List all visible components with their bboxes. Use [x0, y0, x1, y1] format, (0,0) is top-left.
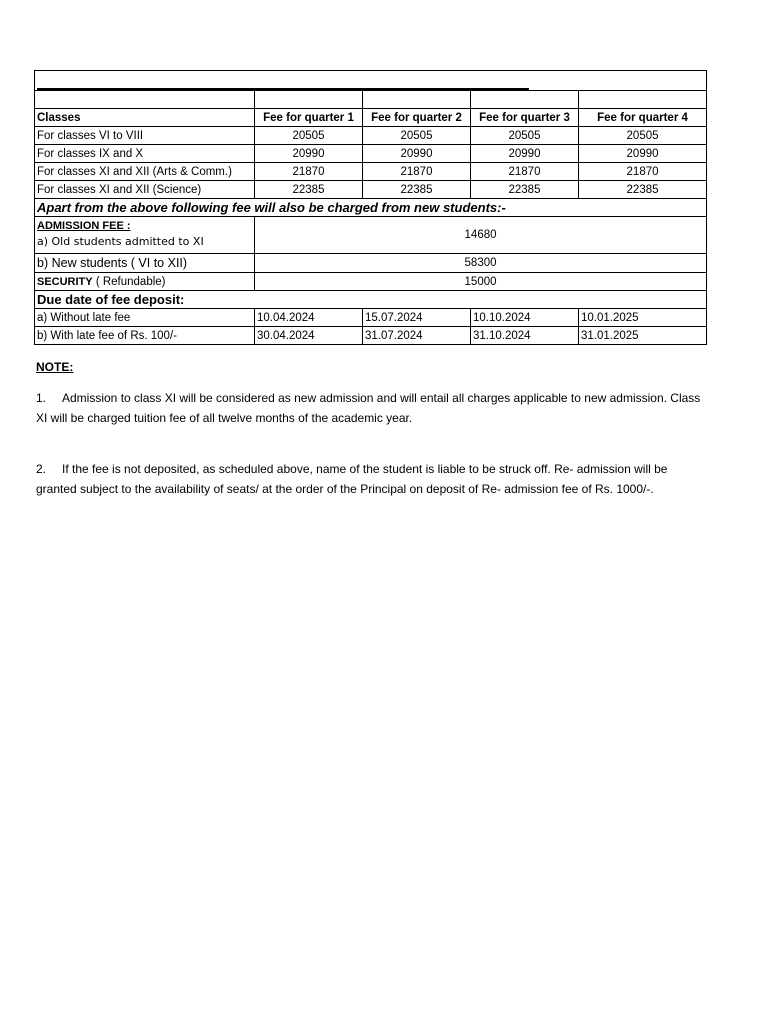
due-q3: 31.10.2024 [471, 327, 579, 345]
note-2-number: 2. [36, 462, 47, 476]
fee-q4: 20505 [579, 127, 707, 145]
fee-q3: 20505 [471, 127, 579, 145]
fee-table [34, 70, 707, 345]
header-q4: Fee for quarter 4 [579, 109, 707, 127]
fee-row [35, 145, 707, 163]
admission-fee-row [35, 217, 707, 254]
fee-q3: 22385 [471, 181, 579, 199]
header-row [35, 109, 707, 127]
fee-row [35, 127, 707, 145]
new-students-label: b) New students ( VI to XII) [35, 254, 255, 273]
fee-q1: 20505 [255, 127, 363, 145]
note-1-text: Admission to class XI will be considered as new admission and will entail all charges applicable to new admission. Class XI will be charged tuition fee of all twelve months of the academic year. [36, 391, 701, 425]
due-row [35, 309, 707, 327]
fee-q3: 20990 [471, 145, 579, 163]
note-1-number: 1. [36, 391, 47, 405]
header-q1: Fee for quarter 1 [255, 109, 363, 127]
fee-row-label: For classes VI to VIII [35, 127, 255, 145]
due-row-label: b) With late fee of Rs. 100/- [35, 327, 255, 345]
title-row [35, 71, 707, 91]
fee-row [35, 181, 707, 199]
due-q3: 10.10.2024 [471, 309, 579, 327]
apart-note: Apart from the above following fee will also be charged from new students:- [35, 199, 707, 217]
fee-q3: 21870 [471, 163, 579, 181]
apart-note-row [35, 199, 707, 217]
due-q2: 31.07.2024 [363, 327, 471, 345]
fee-row-label: For classes IX and X [35, 145, 255, 163]
fee-q1: 20990 [255, 145, 363, 163]
note-paragraph-2 [36, 459, 706, 499]
security-note: ( Refundable) [92, 275, 166, 288]
header-q3: Fee for quarter 3 [471, 109, 579, 127]
due-q4: 10.01.2025 [579, 309, 707, 327]
fee-row [35, 163, 707, 181]
due-date-title-row [35, 291, 707, 309]
old-students-label: a) Old students admitted to XI [37, 235, 204, 248]
fee-row-label: For classes XI and XII (Science) [35, 181, 255, 199]
old-students-fee: 14680 [255, 217, 707, 254]
blank-row [35, 91, 707, 109]
due-q1: 10.04.2024 [255, 309, 363, 327]
fee-q4: 20990 [579, 145, 707, 163]
admission-label-cell [35, 217, 255, 254]
note-title: NOTE: [36, 360, 74, 374]
note-2-text: If the fee is not deposited, as scheduled above, name of the student is liable to be struck off. Re- admission will be granted subject to the availability of seats/ at the order of the Principal on deposit of Re- admission fee of Rs. 1000/-. [36, 462, 668, 496]
due-q2: 15.07.2024 [363, 309, 471, 327]
note-paragraph-1 [36, 388, 706, 428]
fee-q1: 22385 [255, 181, 363, 199]
security-label-cell [35, 273, 255, 291]
fee-structure-sheet [34, 70, 706, 345]
security-fee: 15000 [255, 273, 707, 291]
fee-q2: 21870 [363, 163, 471, 181]
fee-q2: 22385 [363, 181, 471, 199]
due-row-label: a) Without late fee [35, 309, 255, 327]
fee-row-label: For classes XI and XII (Arts & Comm.) [35, 163, 255, 181]
fee-q2: 20990 [363, 145, 471, 163]
fee-q4: 22385 [579, 181, 707, 199]
fee-q1: 21870 [255, 163, 363, 181]
header-q2: Fee for quarter 2 [363, 109, 471, 127]
security-row [35, 273, 707, 291]
admission-fee-label: ADMISSION FEE : [37, 220, 131, 232]
due-date-title: Due date of fee deposit: [35, 291, 707, 309]
due-row [35, 327, 707, 345]
due-q1: 30.04.2024 [255, 327, 363, 345]
fee-q2: 20505 [363, 127, 471, 145]
new-students-row [35, 254, 707, 273]
header-classes: Classes [35, 109, 255, 127]
new-students-fee: 58300 [255, 254, 707, 273]
security-label: SECURITY [37, 275, 93, 288]
fee-q4: 21870 [579, 163, 707, 181]
due-q4: 31.01.2025 [579, 327, 707, 345]
